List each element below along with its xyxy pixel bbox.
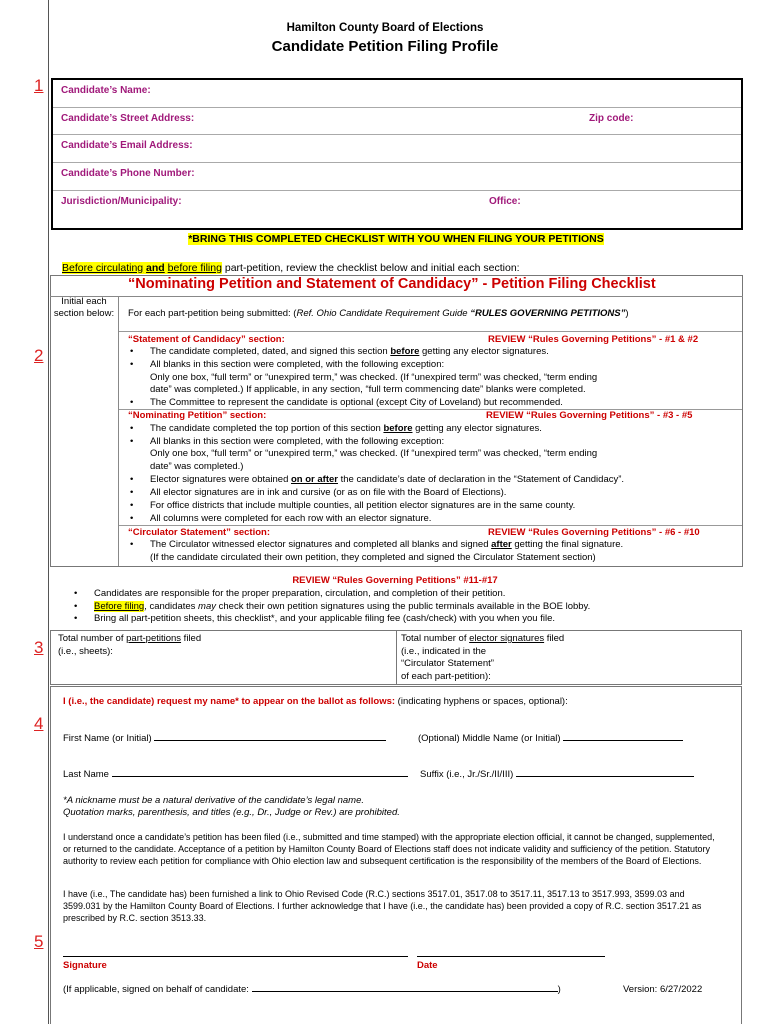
- candidate-name-field[interactable]: [53, 80, 741, 108]
- list-item: • The Circulator witnessed elector signatures and completed all blanks and signed after getting the final signature.: [150, 539, 623, 552]
- phone-label: Candidate’s Phone Number:: [61, 168, 195, 179]
- intro-instructions: Before circulating and before filing part-petition, review the checklist below and initial each section:: [62, 262, 520, 274]
- middle-name-field[interactable]: (Optional) Middle Name (or Initial): [418, 733, 683, 746]
- zip-code-label: Zip code:: [589, 113, 634, 124]
- list-item-continued: Only one box, “full term” or “unexpired term,” was checked. (If “unexpired term” was checked, “term ending: [150, 372, 598, 383]
- initial-column-label: Initial each section below:: [53, 296, 115, 319]
- list-item: • Bring all part-petition sheets, this checklist*, and your applicable filing fee (cash/check) with you when you file.: [94, 613, 555, 626]
- phone-field[interactable]: [53, 163, 741, 191]
- ballot-name-request: I (i.e., the candidate) request my name* to appear on the ballot as follows: (indicating hyphens or spaces, optional):: [63, 696, 568, 707]
- section-number-3: 3: [34, 638, 44, 657]
- version-label: Version: 6/27/2022: [623, 984, 703, 995]
- street-address-label: Candidate’s Street Address:: [61, 113, 195, 124]
- organization-name: Hamilton County Board of Elections: [286, 22, 484, 34]
- nickname-note: *A nickname must be a natural derivative of the candidate’s legal name.: [63, 795, 365, 806]
- last-name-field[interactable]: Last Name: [63, 769, 408, 782]
- acknowledgement-paragraph-2: I have (i.e., The candidate has) been furnished a link to Ohio Revised Code (R.C.) sections 3517.01, 3517.08 to 3517.11, 3517.13 to 3517.993, 3599.03 and 3599.031 by the Hamilton County Board of Elections. I further acknowledge that I have (i.e., the candidate has) been provided a copy of R.C. section 3517.21 as prescribed by R.C. section 3513.33.: [63, 889, 702, 923]
- email-label: Candidate’s Email Address:: [61, 140, 193, 151]
- signature-field[interactable]: [63, 954, 408, 960]
- for-each-instruction: For each part-petition being submitted: (Ref. Ohio Candidate Requirement Guide “RULES GOVERNING PETITIONS”): [128, 308, 629, 319]
- statement-heading: “Statement of Candidacy” section:: [128, 334, 285, 345]
- section-number-2: 2: [34, 346, 44, 365]
- prohibited-note: Quotation marks, parenthesis, and titles (e.g., Dr., Judge or Rev.) are prohibited.: [63, 807, 400, 818]
- list-item-continued: date” was completed.): [150, 461, 244, 472]
- list-item: • The candidate completed the top portion of this section before getting any elector signatures.: [150, 423, 542, 436]
- section-number-5: 5: [34, 932, 44, 951]
- list-item: • All columns were completed for each row with an elector signature.: [150, 513, 431, 526]
- list-item: • Candidates are responsible for the proper preparation, circulation, and completion of their petition.: [94, 588, 505, 601]
- date-field[interactable]: [417, 954, 605, 960]
- street-address-field[interactable]: [53, 108, 741, 135]
- list-item: • The Committee to represent the candidate is optional (except City of Loveland) but recommended.: [150, 397, 563, 410]
- nominating-review: REVIEW “Rules Governing Petitions” - #3 - #5: [486, 410, 693, 421]
- list-item: • All blanks in this section were completed, with the following exception:: [150, 359, 444, 372]
- list-item-continued: Only one box, “full term” or “unexpired term,” was checked. (If “unexpired term” was checked, “term ending: [150, 448, 598, 459]
- statement-review: REVIEW “Rules Governing Petitions” - #1 & #2: [488, 334, 699, 345]
- section-number-4: 4: [34, 714, 44, 733]
- first-name-field[interactable]: First Name (or Initial): [63, 733, 386, 746]
- circulator-heading: “Circulator Statement” section:: [128, 527, 270, 538]
- on-behalf-field[interactable]: (If applicable, signed on behalf of candidate: ): [63, 984, 561, 995]
- part-petitions-total-label[interactable]: Total number of part-petitions filed (i.e., sheets):: [58, 633, 202, 657]
- candidate-info-box: [51, 78, 743, 230]
- list-item: • Elector signatures were obtained on or after the candidate’s date of declaration in the “Statement of Candidacy”.: [150, 474, 624, 487]
- list-item-continued: (If the candidate circulated their own petition, they completed and signed the Circulator Statement section): [150, 552, 596, 563]
- date-label: Date: [417, 960, 438, 971]
- suffix-field[interactable]: Suffix (i.e., Jr./Sr./II/III): [420, 769, 694, 782]
- circulator-review: REVIEW “Rules Governing Petitions” - #6 - #10: [488, 527, 700, 538]
- jurisdiction-label: Jurisdiction/Municipality:: [61, 196, 182, 207]
- list-item: • For office districts that include multiple counties, all petition elector signatures are in the same county.: [150, 500, 575, 513]
- list-item: • The candidate completed, dated, and signed this section before getting any elector signatures.: [150, 346, 549, 359]
- general-review: REVIEW “Rules Governing Petitions” #11-#17: [292, 575, 498, 586]
- bring-checklist-banner: *BRING THIS COMPLETED CHECKLIST WITH YOU WHEN FILING YOUR PETITIONS: [188, 233, 604, 245]
- signature-label: Signature: [63, 960, 107, 971]
- section-number-1: 1: [34, 76, 44, 95]
- left-margin-line: [48, 0, 49, 1024]
- acknowledgement-paragraph-1: I understand once a candidate’s petition has been filed (i.e., submitted and time stamped) with the appropriate election official, it cannot be changed, supplemented, or returned to the candidate. Acceptance of a petition by Hamilton County Board of Elections staff does not indicate validity and sufficiency of the petition. Statutory authority to review each petition for compliance with Ohio election law and subsequent certification is the responsibility of the members of the Board of Elections.: [63, 832, 715, 866]
- jurisdiction-field[interactable]: [53, 191, 741, 230]
- email-field[interactable]: [53, 135, 741, 163]
- elector-signatures-total-label[interactable]: Total number of elector signatures filed (i.e., indicated in the “Circulator Statement” of each part-petition):: [401, 633, 565, 682]
- candidate-name-label: Candidate’s Name:: [61, 85, 151, 96]
- list-item-continued: date” was completed.) If applicable, in any section, “full term commencing date” blanks were completed.: [150, 384, 586, 395]
- list-item: • Before filing, candidates may check their own petition signatures using the public terminals available in the BOE lobby.: [94, 601, 590, 614]
- page-title: Candidate Petition Filing Profile: [271, 38, 499, 55]
- list-item: • All blanks in this section were completed, with the following exception:: [150, 436, 444, 449]
- list-item: • All elector signatures are in ink and cursive (or as on file with the Board of Elections).: [150, 487, 506, 500]
- office-label: Office:: [489, 196, 521, 207]
- checklist-title: “Nominating Petition and Statement of Candidacy” - Petition Filing Checklist: [128, 276, 656, 292]
- nominating-heading: “Nominating Petition” section:: [128, 410, 267, 421]
